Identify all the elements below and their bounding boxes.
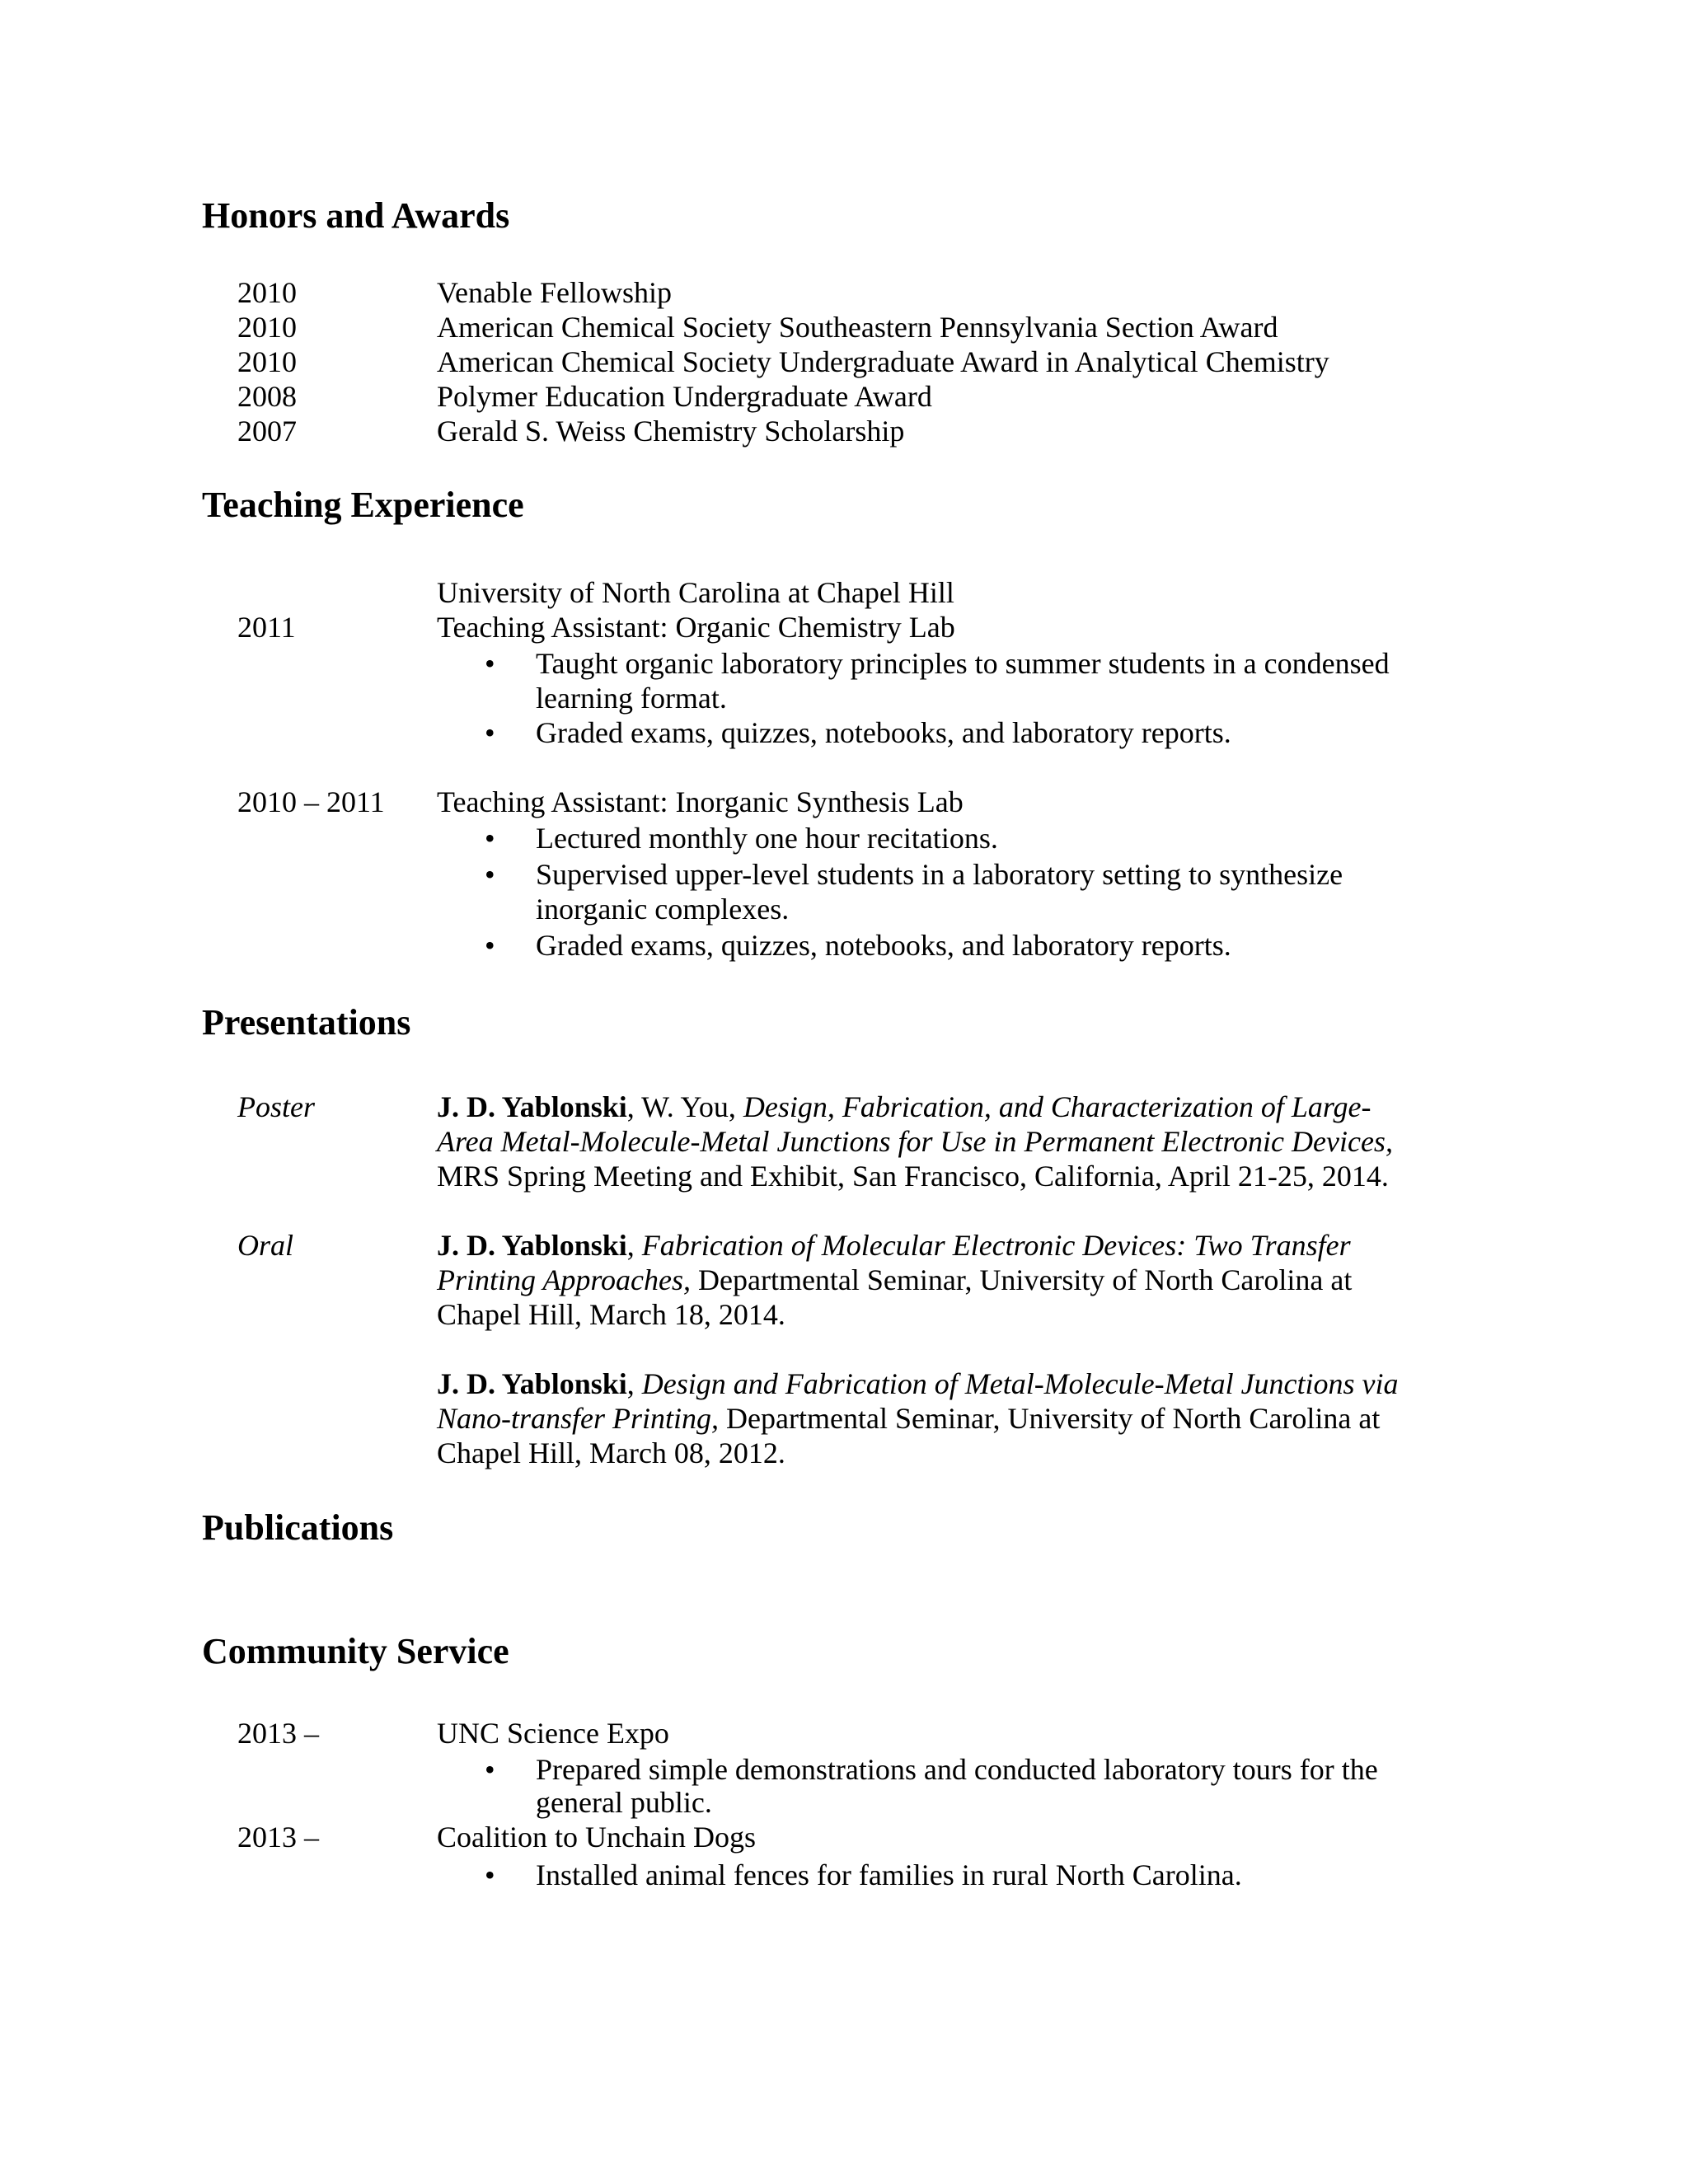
service-date: 2013 – [237, 1717, 319, 1750]
bullet-text: general public. [536, 1786, 712, 1819]
presentation-title: Nano-transfer Printing, [437, 1402, 720, 1435]
presentation-line [437, 1263, 1352, 1297]
bullet-text: Installed animal fences for families in rural North Carolina. [536, 1858, 1242, 1891]
presentation-line [437, 1401, 1380, 1436]
author-name: J. D. Yablonski [437, 1367, 627, 1400]
presentation-venue: Chapel Hill, March 08, 2012. [437, 1436, 785, 1469]
service-title: Coalition to Unchain Dogs [437, 1821, 756, 1854]
presentation-venue: Departmental Seminar, University of North Carolina at [691, 1263, 1353, 1296]
presentation-title: Design, Fabrication, and Characterization of Large- [743, 1090, 1372, 1123]
bullet-dot-icon: • [485, 716, 495, 749]
presentation-line [437, 1228, 1351, 1263]
presentation-venue: Chapel Hill, March 18, 2014. [437, 1298, 785, 1331]
bullet-dot-icon: • [485, 1753, 495, 1786]
author-name: J. D. Yablonski [437, 1229, 627, 1262]
section-heading-publications: Publications [202, 1507, 394, 1548]
honor-award: Venable Fellowship [437, 276, 672, 309]
presentation-title: Design and Fabrication of Metal-Molecule-Metal Junctions via [641, 1367, 1399, 1400]
presentation-line [437, 1090, 1372, 1124]
institution-name: University of North Carolina at Chapel Hill [437, 576, 954, 609]
service-title: UNC Science Expo [437, 1717, 669, 1750]
position-date: 2011 [237, 611, 296, 644]
bullet-text: inorganic complexes. [536, 893, 790, 926]
bullet-dot-icon: • [485, 647, 495, 680]
presentation-title: Fabrication of Molecular Electronic Devices: Two Transfer [641, 1229, 1351, 1262]
position-title: Teaching Assistant: Organic Chemistry Lab [437, 611, 955, 644]
bullet-text: Taught organic laboratory principles to summer students in a condensed [536, 647, 1390, 680]
honor-award: American Chemical Society Southeastern Pennsylvania Section Award [437, 311, 1278, 344]
bullet-text: Graded exams, quizzes, notebooks, and laboratory reports. [536, 929, 1231, 962]
honor-award: American Chemical Society Undergraduate Award in Analytical Chemistry [437, 345, 1329, 378]
honor-year: 2008 [237, 380, 297, 413]
section-heading-community: Community Service [202, 1631, 509, 1671]
bullet-text: Lectured monthly one hour recitations. [536, 822, 998, 855]
presentation-venue: MRS Spring Meeting and Exhibit, San Francisco, California, April 21-25, 2014. [437, 1160, 1389, 1193]
bullet-dot-icon: • [485, 929, 495, 962]
presentation-type-label: Poster [237, 1090, 315, 1123]
honor-year: 2007 [237, 415, 297, 448]
presentation-type-label: Oral [237, 1229, 294, 1262]
honor-year: 2010 [237, 345, 297, 378]
bullet-text: Supervised upper-level students in a laboratory setting to synthesize [536, 858, 1343, 891]
honor-award: Gerald S. Weiss Chemistry Scholarship [437, 415, 905, 448]
service-date: 2013 – [237, 1821, 319, 1854]
coauthors: , W. You, [626, 1090, 743, 1123]
honor-award: Polymer Education Undergraduate Award [437, 380, 932, 413]
position-title: Teaching Assistant: Inorganic Synthesis Lab [437, 785, 964, 818]
bullet-text: learning format. [536, 682, 727, 715]
presentation-title: Area Metal-Molecule-Metal Junctions for Use in Permanent Electronic Devices, [437, 1125, 1393, 1158]
honor-year: 2010 [237, 311, 297, 344]
separator: , [626, 1367, 642, 1400]
position-date: 2010 – 2011 [237, 785, 385, 818]
bullet-text: Graded exams, quizzes, notebooks, and laboratory reports. [536, 716, 1231, 749]
separator: , [626, 1229, 642, 1262]
bullet-dot-icon: • [485, 858, 495, 891]
bullet-dot-icon: • [485, 1858, 495, 1891]
presentation-line [437, 1366, 1399, 1401]
presentation-venue: Departmental Seminar, University of North Carolina at [719, 1402, 1381, 1435]
section-heading-honors: Honors and Awards [202, 195, 510, 236]
bullet-dot-icon: • [485, 822, 495, 855]
author-name: J. D. Yablonski [437, 1090, 627, 1123]
section-heading-teaching: Teaching Experience [202, 485, 524, 525]
presentation-title: Printing Approaches, [437, 1263, 691, 1296]
bullet-text: Prepared simple demonstrations and conducted laboratory tours for the [536, 1753, 1378, 1786]
honor-year: 2010 [237, 276, 297, 309]
section-heading-presentations: Presentations [202, 1002, 411, 1043]
